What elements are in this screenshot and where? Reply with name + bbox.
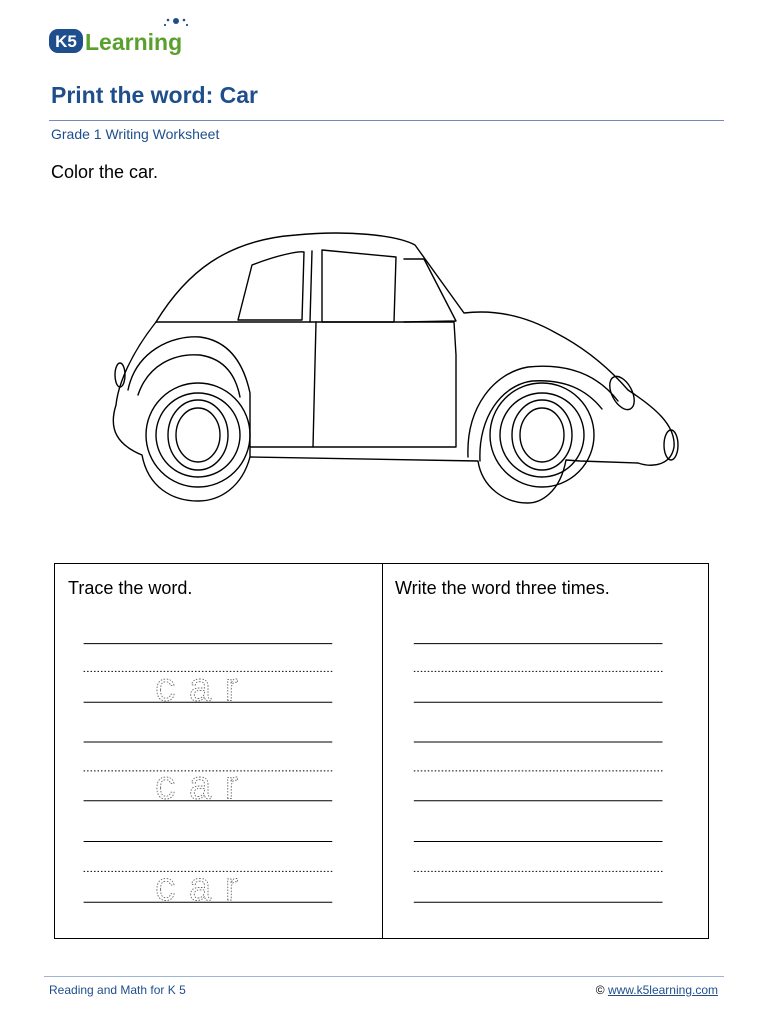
- logo-figure-icon: [164, 18, 188, 26]
- footer-tagline: Reading and Math for K 5: [49, 983, 186, 997]
- worksheet-subtitle: Grade 1 Writing Worksheet: [51, 126, 220, 142]
- trace-word: car: [155, 865, 253, 910]
- footer-copyright: [596, 983, 718, 997]
- car-illustration: [108, 225, 684, 510]
- write-row-2[interactable]: [414, 742, 663, 801]
- front-wheel: [490, 383, 594, 487]
- trace-row-1: [84, 644, 333, 710]
- headlight: [605, 372, 640, 413]
- page-title: Print the word: Car: [51, 82, 259, 108]
- write-row-3[interactable]: [414, 842, 663, 903]
- rear-wheel: [146, 383, 250, 487]
- write-panel-label: Write the word three times.: [395, 578, 610, 598]
- trace-row-2: [84, 742, 333, 808]
- footer-divider: [44, 976, 724, 977]
- trace-panel-label: Trace the word.: [68, 578, 193, 598]
- copyright-symbol: ©: [595, 983, 605, 997]
- write-row-1[interactable]: [414, 644, 663, 703]
- logo-text: Learning: [85, 29, 183, 55]
- trace-word: car: [155, 665, 253, 710]
- title-divider: [49, 120, 724, 121]
- trace-word: car: [155, 763, 253, 808]
- handwriting-lines: [55, 564, 708, 938]
- k5-learning-logo: [49, 16, 209, 58]
- trace-row-3: [84, 842, 333, 910]
- writing-practice-box: [54, 563, 709, 939]
- coloring-instruction: Color the car.: [51, 162, 159, 182]
- website-link[interactable]: www.k5learning.com: [607, 983, 718, 997]
- rear-window: [238, 252, 304, 320]
- logo-badge-text: K5: [55, 32, 77, 51]
- front-window: [322, 250, 396, 322]
